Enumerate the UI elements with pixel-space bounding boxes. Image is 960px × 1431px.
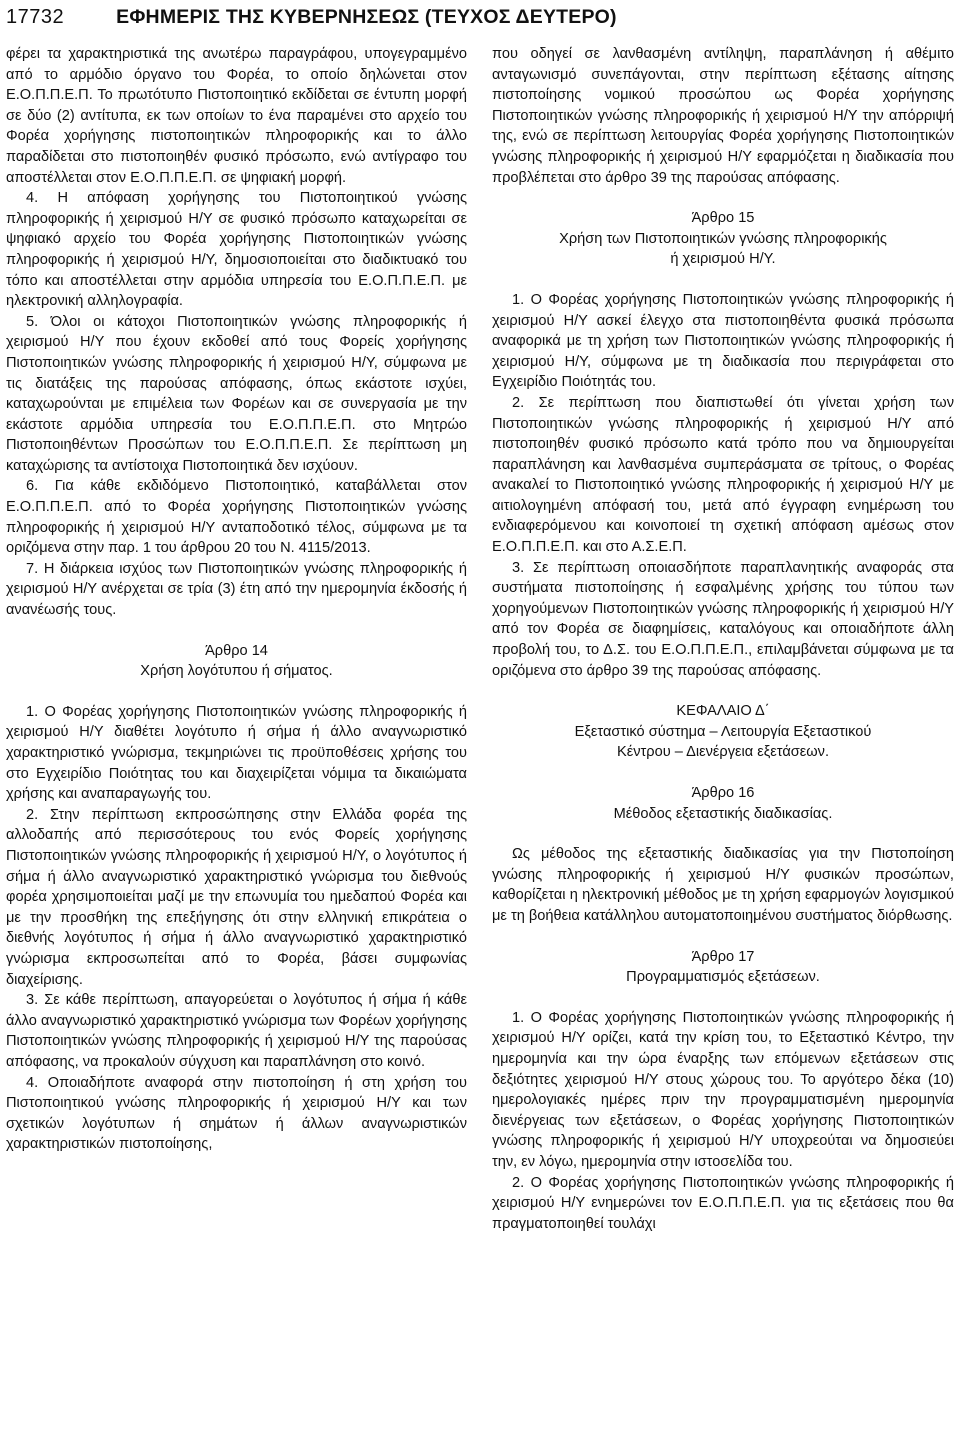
paragraph: 6. Για κάθε εκδιδόμενο Πιστοποιητικό, καταβάλλεται στον Ε.Ο.Π.Π.Ε.Π. από το Φορέα χορήγησης Πιστοποιητικών γνώσης πληροφορικής ή χειρισμού Η/Υ ανταποδοτικό τέλος, σύμφωνα με τα οριζόμενα στην παρ. 1 του άρθρου 20 του Ν. 4115/2013. xyxy=(6,478,467,557)
right-column xyxy=(492,44,954,1234)
article-16-title: Μέθοδος εξεταστικής διαδικασίας. xyxy=(613,805,833,822)
article-14-number: Άρθρο 14 xyxy=(205,642,268,659)
paragraph: 7. Η διάρκεια ισχύος των Πιστοποιητικών γνώσης πληροφορικής ή χειρισμού Η/Υ ανέρχεται σε τρία (3) έτη από την ημερομηνία έκδοσής ή ανανέωσής τους. xyxy=(6,560,467,619)
page-number: 17732 xyxy=(6,5,65,28)
paragraph: φέρει τα χαρακτηριστικά της ανωτέρω παραγράφου, υπογεγραμμένο από το αρμόδιο όργανο του Φορέα, το οποίο δηλώνεται στον Ε.Ο.Π.Π.Ε.Π. Το πρωτότυπο Πιστοποιητικό εκδίδεται σε έντυπη μορφή σε δύο (2) αντίτυπα, εκ των οποίων το ένα παραμένει στο αρχείο του Φορέα χορήγησης πιστοποιητικών πληροφορικής και το άλλο παραδίδεται στο πιστοποιηθέν φυσικό πρόσωπο, ενώ αντίγραφο του αποστέλλεται στον Ε.Ο.Π.Π.Ε.Π. σε ψηφιακή μορφή. xyxy=(6,46,467,186)
paragraph: Ως μέθοδος της εξεταστικής διαδικασίας για την Πιστοποίηση γνώσης πληροφορικής ή χειρισμού Η/Υ φυσικών προσώπων, καθορίζεται η ηλεκτρονική μέθοδος με τη χρήση εφαρμογών λογισμικού με τη βοήθεια κατάλληλου αυτοματοποιημένου συστήματος διόρθωσης. xyxy=(492,846,954,924)
left-column xyxy=(6,44,467,1155)
article-15-title-line-2: ή χειρισμού Η/Υ. xyxy=(670,251,776,268)
paragraph: 1. Ο Φορέας χορήγησης Πιστοποιητικών γνώσης πληροφορικής ή χειρισμού Η/Υ διαθέτει λογότυπο ή σήμα ή άλλο αναγνωριστικό χαρακτηριστικό γνώρισμα, τεκμηριώνει τις προϋποθέσεις χρήσης του στο Εγχειρίδιο Ποιότητας του και διαχειρίζεται νόμιμα τα δικαιώματα χρήσης και αναπαραγωγής του. xyxy=(6,703,467,803)
chapter-title-line-2: Κέντρου – Διενέργεια εξετάσεων. xyxy=(616,744,830,761)
paragraph: 4. Οποιαδήποτε αναφορά στην πιστοποίηση ή στη χρήση του Πιστοποιητικού γνώσης πληροφορικής ή χειρισμού Η/Υ και των σχετικών λογότυπων ή σημάτων ή άλλων αναγνωριστικών χαρακτηριστικών πιστοποίησης, xyxy=(6,1074,467,1153)
page-header xyxy=(6,4,954,30)
paragraph: 4. Η απόφαση χορήγησης του Πιστοποιητικού γνώσης πληροφορικής ή χειρισμού Η/Υ σε φυσικό πρόσωπο καταχωρείται σε ψηφιακό αρχείο του Φορέα χορήγησης Πιστοποιητικών γνώσης πληροφορικής ή χειρισμού Η/Υ, δημοσιοποιείται στο διαδικτυακό του τόπο και αποστέλλεται στην αρμόδια υπηρεσία του Ε.Ο.Π.Π.Ε.Π. με ηλεκτρονική αλληλογραφία. xyxy=(6,190,467,310)
paragraph: 2. Ο Φορέας χορήγησης Πιστοποιητικών γνώσης πληροφορικής ή χειρισμού Η/Υ ενημερώνει τον Ε.Ο.Π.Π.Ε.Π. για τις εξετάσεις που θα πραγματοποιηθεί τουλάχι xyxy=(492,1174,954,1232)
article-16-number: Άρθρο 16 xyxy=(691,785,755,801)
paragraph: 1. Ο Φορέας χορήγησης Πιστοποιητικών γνώσης πληροφορικής ή χειρισμού Η/Υ ασκεί έλεγχο στα πιστοποιηθέντα φυσικά πρόσωπα αναφορικά με τη χρήση των Πιστοποιητικών γνώσης πληροφορικής ή χειρισμού Η/Υ, σύμφωνα με τη διαδικασία που περιγράφεται στο Εγχειρίδιο Ποιότητάς του. xyxy=(492,291,954,391)
paragraph: 2. Στην περίπτωση εκπροσώπησης στην Ελλάδα φορέα της αλλοδαπής από περισσότερους του ενός Φορείς χορήγησης Πιστοποιητικών γνώσης πληροφορικής ή χειρισμού Η/Υ, ο λογότυπος ή σήμα ή άλλο αναγνωριστικό χαρακτηριστικό γνώρισμα του διεθνούς φορέα χρησιμοποιείται μαζί με την επωνυμία του ημεδαπού Φορέα και με την προσθήκη της επεξήγησης ότι στην ελληνική επικράτεια ο διεθνής λογότυπος ή σήμα ή άλλο αναγνωριστικό χαρακτηριστικό γνώρισμα εκπροσωπείται από το Φορέα, βάσει συμφωνίας διαχείρισης. xyxy=(6,806,467,988)
paragraph: 3. Σε κάθε περίπτωση, απαγορεύεται ο λογότυπος ή σήμα ή κάθε άλλο αναγνωριστικό χαρακτηριστικό γνώρισμα των Φορέων χορήγησης Πιστοποιητικών γνώσης πληροφορικής ή χειρισμού Η/Υ της παρούσας απόφασης, να προκαλούν σύγχυση και παραπλάνηση στο κοινό. xyxy=(6,992,467,1070)
paragraph: που οδηγεί σε λανθασμένη αντίληψη, παραπλάνηση ή αθέμιτο ανταγωνισμό συνεπάγονται, στην περίπτωση εξέτασης αίτησης πιστοποίησης νομικού προσώπου ως Φορέα χορήγησης Πιστοποιητικών γνώσης πληροφορικής ή χειρισμού Η/Υ την απόρριψή της, ενώ σε περίπτωση λειτουργίας Φορέα χορήγησης Πιστοποιητικών γνώσης πληροφορικής ή χειρισμού Η/Υ εφαρμόζεται η διαδικασία που προβλέπεται στο άρθρο 39 της παρούσας απόφασης. xyxy=(492,46,954,186)
paragraph: 3. Σε περίπτωση οποιασδήποτε παραπλανητικής αναφοράς στα συστήματα πιστοποίησης ή εσφαλμένης χρήσης του τύπου των χορηγούμενων Πιστοποιητικών γνώσης πληροφορικής ή χειρισμού Η/Υ από τον Φορέα σε διαφημίσεις, καταλόγους και οποιαδήποτε άλλη προβολή του, το Δ.Σ. του Ε.Ο.Π.Π.Ε.Π., επιλαμβάνεται σύμφωνα με τα οριζόμενα στο άρθρο 39 της παρούσας απόφασης. xyxy=(492,559,954,679)
article-15-number: Άρθρο 15 xyxy=(691,210,755,227)
paragraph: 1. Ο Φορέας χορήγησης Πιστοποιητικών γνώσης πληροφορικής ή χειρισμού Η/Υ ορίζει, κατά την κρίση του, το Εξεταστικό Κέντρο, την ημερομηνία και την ώρα έναρξης των επόμενων εξετάσεων στις δεξιότητες χειρισμού Η/Υ στους χώρους του. Το αργότερο δέκα (10) ημερολογιακές ημέρες πριν την προγραμματισμένη ημερομηνία διενέργειας των εξετάσεων, ο Φορέας χορήγησης Πιστοποιητικών γνώσης πληροφορικής ή χειρισμού Η/Υ υποχρεούται να δημοσιεύει την, εν λόγω, ημερομηνία στην ιστοσελίδα του. xyxy=(492,1009,954,1170)
article-14-title: Χρήση λογότυπου ή σήματος. xyxy=(140,663,333,680)
gazette-title: ΕΦΗΜΕΡΙΣ ΤΗΣ ΚΥΒΕΡΝΗΣΕΩΣ (ΤΕΥΧΟΣ ΔΕΥΤΕΡΟ) xyxy=(116,5,617,28)
paragraph: 5. Όλοι οι κάτοχοι Πιστοποιητικών γνώσης πληροφορικής ή χειρισμού Η/Υ που έχουν εκδοθεί από τους Φορείς χορήγησης Πιστοποιητικών γνώσης πληροφορικής ή χειρισμού Η/Υ, σύμφωνα με τις διατάξεις της παρούσας απόφασης, όπως εκάστοτε ισχύει, καταχωρούνται με επιμέλεια των Φορέων και σε συνεργασία με την εκάστοτε αρμόδια υπηρεσία του Ε.Ο.Π.Π.Ε.Π. στο Μητρώο Πιστοποιηθέντων Προσώπων του Ε.Ο.Π.Π.Ε.Π. Σε περίπτωση μη καταχώρισης τα αντίστοιχα Πιστοποιητικά δεν ισχύουν. xyxy=(6,313,467,474)
paragraph: 2. Σε περίπτωση που διαπιστωθεί ότι γίνεται χρήση των Πιστοποιητικών γνώσης πληροφορικής ή χειρισμού Η/Υ από πιστοποιηθέν φυσικό πρόσωπο κατά τρόπο που να δημιουργείται παραπλάνηση και λανθασμένα συμπεράσματα σε τρίτους, ο Φορέας ανακαλεί το Πιστοποιητικό γνώσης πληροφορικής ή χειρισμού Η/Υ με αιτιολογημένη απόφασή του, μετά από έγγραφη ενημέρωση του ενδιαφερόμενου και κοινοποιεί τη σχετική απόφαση αμέσως στον Ε.Ο.Π.Π.Ε.Π. και στο Α.Σ.Ε.Π. xyxy=(492,394,954,556)
chapter-title-line-1: Εξεταστικό σύστημα – Λειτουργία Εξεταστικού xyxy=(574,723,872,740)
article-15-title-line-1: Χρήση των Πιστοποιητικών γνώσης πληροφορικής xyxy=(559,230,887,247)
article-17-title: Προγραμματισμός εξετάσεων. xyxy=(626,969,820,986)
article-17-number: Άρθρο 17 xyxy=(691,948,755,965)
chapter-number: ΚΕΦΑΛΑΙΟ Δ΄ xyxy=(676,703,770,720)
